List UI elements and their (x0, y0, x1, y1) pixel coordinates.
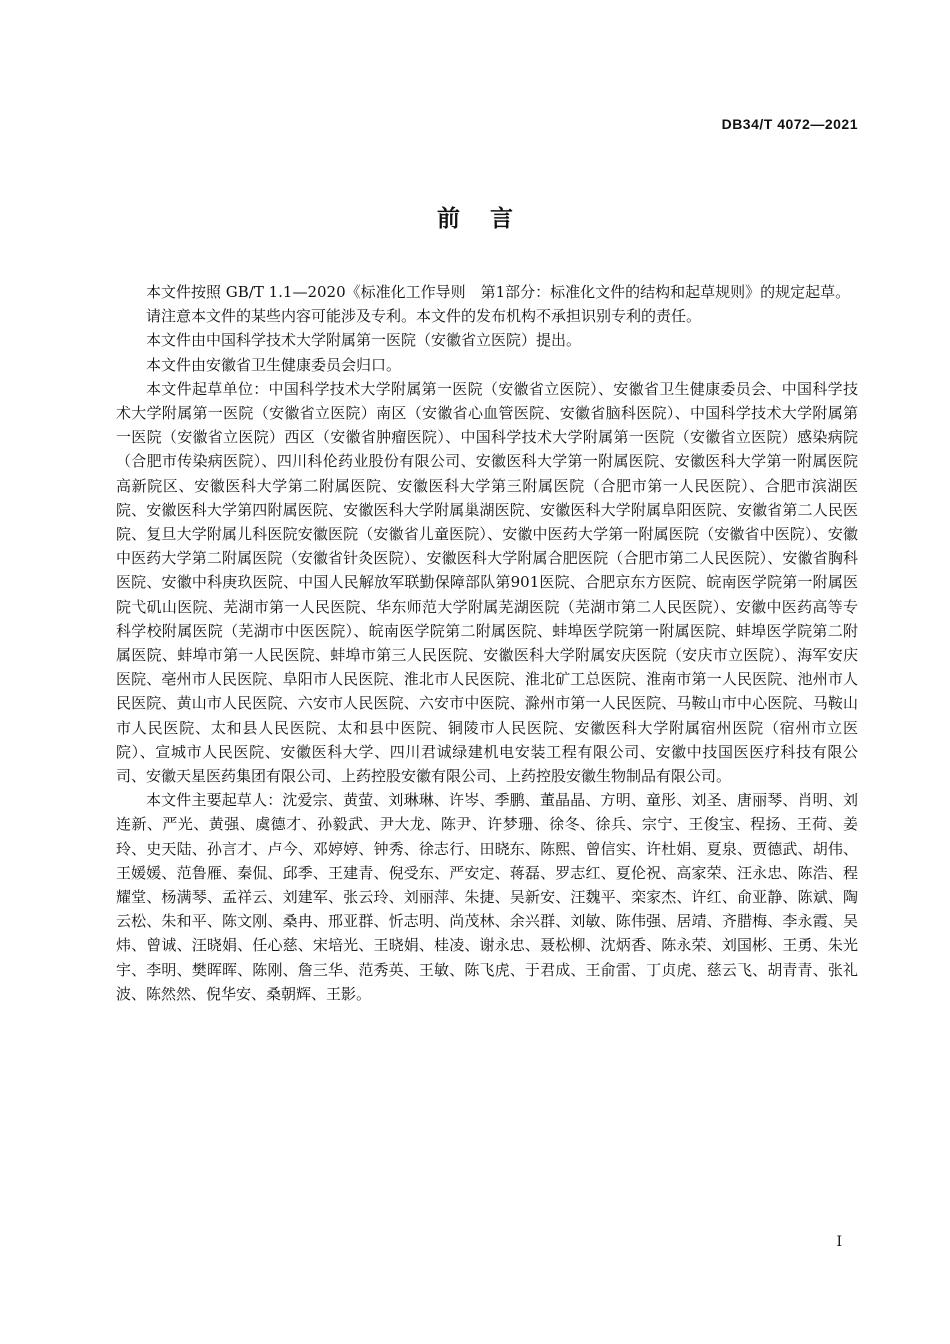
page-title: 前言 (437, 206, 543, 232)
paragraph-drafting-rules: 本文件按照 GB/T 1.1—2020《标准化工作导则 第1部分：标准化文件的结构和起草规则》的规定起草。 (146, 283, 851, 301)
document-code: DB34/T 4072—2021 (721, 116, 858, 132)
page-number: I (836, 1234, 842, 1250)
paragraph-main-drafters: 本文件主要起草人：沈爱宗、黄萤、刘琳琳、许岑、季鹏、董晶晶、方明、童彤、刘圣、唐丽琴、肖明、刘连新、严光、黄强、虞德才、孙毅武、尹大龙、陈尹、许梦珊、徐冬、徐兵、宗宁、王俊宝、程扬、王荷、姜玲、史天陆、孙言才、卢今、邓婷婷、钟秀、徐志行、田晓东、陈熙、曾信实、许杜娟、夏泉、贾德武、胡伟、王媛媛、范鲁雁、秦侃、邱季、王建青、倪受东、严安定、蒋磊、罗志红、夏伦祝、高家荣、汪永忠、陈浩、程耀堂、杨满琴、孟祥云、刘建军、张云玲、刘丽萍、朱捷、吴新安、汪魏平、栾家杰、许红、俞亚静、陈斌、陶云松、朱和平、陈文刚、桑冉、邢亚群、忻志明、尚茂林、余兴群、刘敏、陈伟强、居靖、齐腊梅、李永霞、吴炜、曾诚、汪晓娟、任心慈、宋培光、王晓娟、桂凌、谢永忠、聂松柳、沈炳香、陈永荣、刘国彬、王勇、朱光宇、李明、樊晖晖、陈刚、詹三华、范秀英、王敏、陈飞虎、于君成、王俞雷、丁贞虎、慈云飞、胡青青、张礼波、陈然然、倪华安、桑朝辉、王影。 (116, 791, 858, 1003)
foreword-body (116, 280, 858, 1006)
paragraph-centralized-by: 本文件由安徽省卫生健康委员会归口。 (146, 355, 402, 374)
paragraph-proposer: 本文件由中国科学技术大学附属第一医院（安徽省立医院）提出。 (146, 331, 582, 350)
paragraph-drafting-units: 本文件起草单位：中国科学技术大学附属第一医院（安徽省立医院）、安徽省卫生健康委员会、中国科学技术大学附属第一医院（安徽省立医院）南区（安徽省心血管医院、安徽省脑科医院）、中国科学技术大学附属第一医院（安徽省立医院）西区（安徽省肿瘤医院）、中国科学技术大学附属第一医院（安徽省立医院）感染病院（合肥市传染病医院）、四川科伦药业股份有限公司、安徽医科大学第一附属医院、安徽医科大学第一附属医院高新院区、安徽医科大学第二附属医院、安徽医科大学第三附属医院（合肥市第一人民医院）、合肥市滨湖医院、安徽医科大学第四附属医院、安徽医科大学附属巢湖医院、安徽医科大学附属阜阳医院、安徽省第二人民医院、复旦大学附属儿科医院安徽医院（安徽省儿童医院）、安徽中医药大学第一附属医院（安徽省中医院）、安徽中医药大学第二附属医院（安徽省针灸医院）、安徽医科大学附属合肥医院（合肥市第二人民医院）、安徽省胸科医院、安徽中科庚玖医院、中国人民解放军联勤保障部队第901医院、合肥京东方医院、皖南医学院第一附属医院弋矶山医院、芜湖市第一人民医院、华东师范大学附属芜湖医院（芜湖市第二人民医院）、安徽中医药高等专科学校附属医院（芜湖市中医医院）、皖南医学院第二附属医院、蚌埠医学院第一附属医院、蚌埠医学院第二附属医院、蚌埠市第一人民医院、蚌埠市第三人民医院、安徽医科大学附属安庆医院（安庆市立医院）、海军安庆医院、亳州市人民医院、阜阳市人民医院、淮北市人民医院、淮北矿工总医院、淮南市第一人民医院、池州市人民医院、黄山市人民医院、六安市人民医院、六安市中医院、滁州市第一人民医院、马鞍山市中心医院、马鞍山市人民医院、太和县人民医院、太和县中医院、铜陵市人民医院、安徽医科大学附属宿州医院（宿州市立医院）、宣城市人民医院、安徽医科大学、四川君诚绿建机电安装工程有限公司、安徽中技国医医疗科技有限公司、安徽天星医药集团有限公司、上药控股安徽有限公司、上药控股安徽生物制品有限公司。 (116, 379, 858, 786)
paragraph-patent-notice: 请注意本文件的某些内容可能涉及专利。本文件的发布机构不承担识别专利的责任。 (146, 307, 702, 326)
